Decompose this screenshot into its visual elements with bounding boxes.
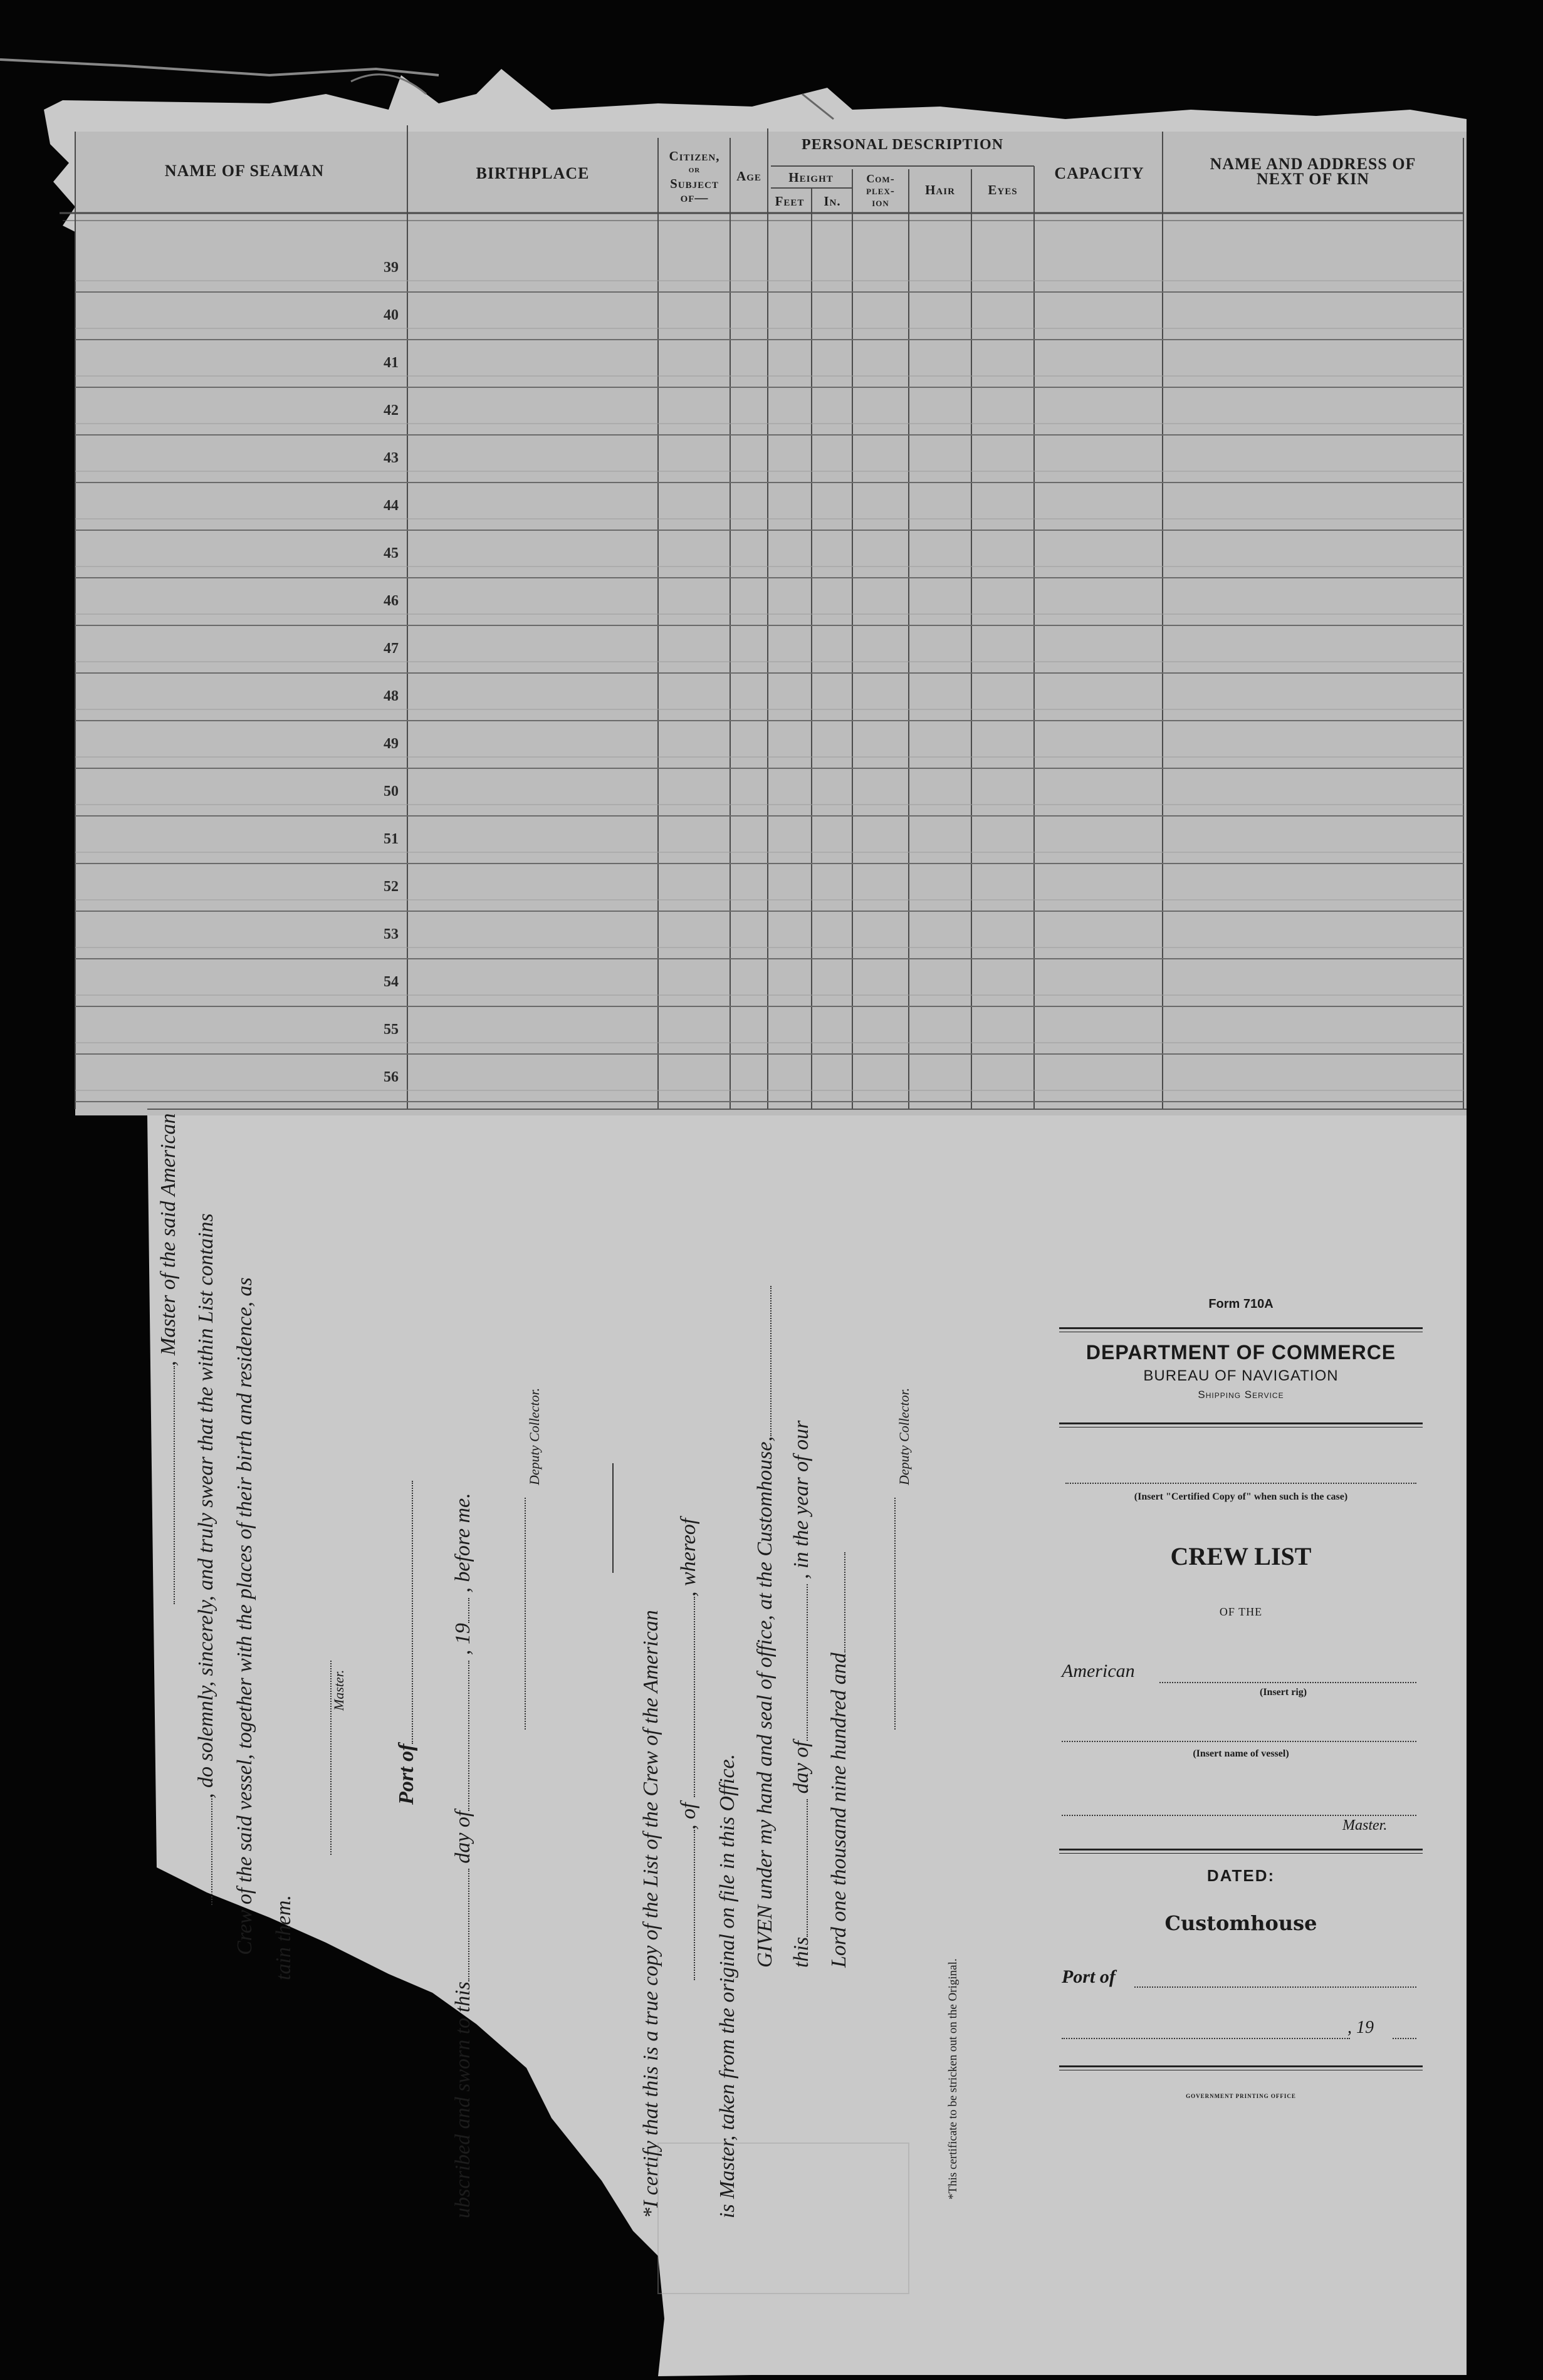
header-next-of-kin: NAME AND ADDRESS OF NEXT OF KIN — [1210, 155, 1416, 188]
port-line — [1134, 1986, 1416, 1988]
row-number: 45 — [384, 545, 399, 561]
cover-rule-bottom — [1059, 2065, 1423, 2067]
header-personal-description: PERSONAL DESCRIPTION — [801, 137, 1004, 153]
of-whereof-line: , of , whereof — [677, 1518, 701, 1980]
insert-certified-note: (Insert "Certified Copy of" when such is the case) — [1134, 1491, 1348, 1502]
deputy-collector-label-2: Deputy Collector. — [896, 1387, 912, 1485]
date-line — [1062, 2038, 1350, 2039]
header-inches: In. — [824, 194, 841, 209]
collector-signature-line-2 — [877, 1498, 901, 1730]
deputy-collector-label-1: Deputy Collector. — [526, 1387, 542, 1485]
form-number: Form 710A — [1208, 1297, 1274, 1311]
american-label: American — [1062, 1661, 1135, 1681]
cover-port-of-label: Port of — [1062, 1966, 1116, 1987]
cover-rule-2 — [1059, 1422, 1423, 1424]
row-number: 51 — [384, 831, 399, 847]
given-line: GIVEN under my hand and seal of office, at the Customhouse, — [753, 1286, 777, 1968]
insert-vessel-note: (Insert name of vessel) — [1193, 1748, 1289, 1759]
row-number: 41 — [384, 355, 399, 371]
collector-signature-line-1 — [508, 1498, 531, 1730]
certify-line: *I certify that this is a true copy of the List of the Crew of the American — [639, 1610, 662, 2218]
this-day-line: this day of , in the year of our — [790, 1420, 813, 1968]
header-eyes: Eyes — [988, 182, 1018, 197]
customhouse-label: Customhouse — [1164, 1911, 1317, 1935]
row-number: 49 — [384, 736, 399, 752]
row-number: 53 — [384, 926, 399, 942]
is-master-line: is Master, taken from the original on file in this Office. — [716, 1753, 739, 2218]
header-hair: Hair — [925, 182, 955, 197]
oath-certificate-block — [157, 1113, 971, 2218]
footnote: *This certificate to be stricken out on the Original. — [946, 1958, 960, 2200]
master-line — [1062, 1815, 1416, 1816]
year-line — [1393, 2038, 1416, 2039]
cover-master-label: Master. — [1342, 1817, 1388, 1834]
header-complexion: Com- plex- ion — [866, 172, 895, 209]
of-the-label: OF THE — [1219, 1605, 1263, 1618]
lord-line: Lord one thousand nine hundred and — [827, 1552, 851, 1968]
row-number: 55 — [384, 1021, 399, 1038]
crew-list-title: CREW LIST — [1170, 1542, 1312, 1570]
header-citizen: Citizen, or Subject of— — [669, 149, 720, 205]
cover-nineteen: , 19 — [1347, 2018, 1374, 2037]
divider-line — [595, 1463, 619, 1573]
row-number: 48 — [384, 688, 399, 704]
header-name-of-seaman: NAME OF SEAMAN — [164, 162, 325, 180]
master-signature-label: Master. — [331, 1669, 347, 1711]
oath-line-3: Crew of the said vessel, together with the places of their birth and residence, as — [233, 1277, 256, 1955]
bureau-title: BUREAU OF NAVIGATION — [1143, 1367, 1339, 1384]
row-number: 42 — [384, 402, 399, 419]
oath-line-4: tain them. — [272, 1895, 295, 1980]
header-age: Age — [736, 169, 761, 184]
row-number: 56 — [384, 1069, 399, 1085]
header-height: Height — [788, 170, 834, 185]
row-number: 46 — [384, 593, 399, 609]
header-birthplace: BIRTHPLACE — [476, 164, 590, 182]
certified-copy-line — [1065, 1483, 1416, 1484]
dated-label: DATED: — [1206, 1866, 1275, 1885]
subscribed-line: ubscribed and sworn to this day of , 19 , before me. — [451, 1493, 474, 2218]
row-number: 50 — [384, 783, 399, 800]
row-number: 44 — [384, 498, 399, 514]
header-feet: Feet — [775, 194, 805, 209]
row-number: 54 — [384, 974, 399, 990]
cover-rule-3 — [1059, 1849, 1423, 1850]
header-capacity: CAPACITY — [1054, 164, 1144, 182]
oath-line-2: , do solemnly, sincerely, and truly swear that the within List contains — [194, 1213, 218, 1905]
insert-rig-note: (Insert rig) — [1260, 1687, 1307, 1698]
cover-rule-top — [1059, 1327, 1423, 1329]
row-number: 40 — [384, 307, 399, 323]
department-title: DEPARTMENT OF COMMERCE — [1085, 1341, 1396, 1364]
vessel-line — [1062, 1741, 1416, 1742]
row-number: 43 — [384, 450, 399, 466]
row-number: 47 — [384, 640, 399, 657]
service-title: Shipping Service — [1198, 1389, 1284, 1401]
row-number: 39 — [384, 259, 399, 276]
gpo-imprint: GOVERNMENT PRINTING OFFICE — [1186, 2093, 1296, 2099]
rig-line — [1159, 1682, 1416, 1683]
port-of-label: Port of — [395, 1481, 419, 1805]
oath-line-1: , Master of the said American — [157, 1113, 180, 1604]
row-number: 52 — [384, 879, 399, 895]
